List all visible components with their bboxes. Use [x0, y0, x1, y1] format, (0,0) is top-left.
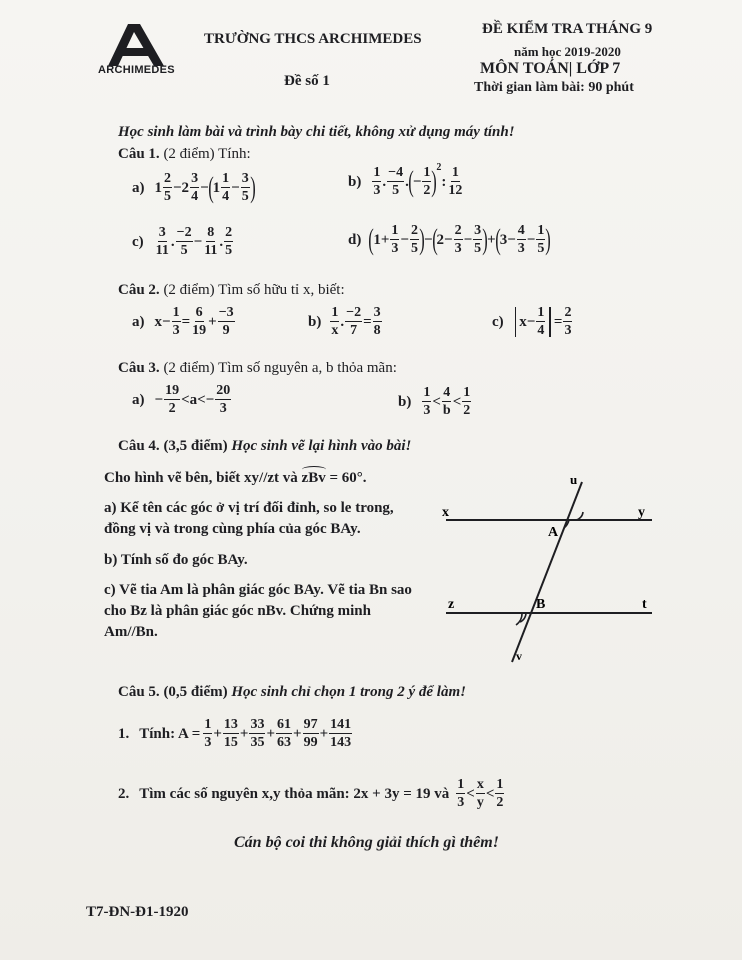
exam-number: Đề số 1 — [284, 73, 330, 89]
q1-part-c: c) 3 11 . −2 5 − 8 11 . 2 5 — [132, 225, 233, 258]
q5-item-2: 2. Tìm các số nguyên x,y thỏa mãn: 2x + 3y = 19 và 1 3 < x y < 1 2 — [118, 777, 504, 810]
q1-label-b: b) — [348, 173, 362, 190]
q2-part-a: a) x− 1 3 = 6 19 + −3 9 — [132, 305, 234, 338]
q3-label-b: b) — [398, 393, 412, 410]
label-v: v — [516, 649, 522, 663]
q5-item2-label: 2. — [118, 785, 130, 802]
angle-mark-a — [576, 512, 583, 520]
question-1-heading — [118, 146, 251, 163]
q4-part-c-line2: cho Bz là phân giác góc nBv. Chứng minh — [104, 603, 371, 619]
q4-geometry-figure — [440, 470, 665, 670]
q1-part-b: b) 1 3 . −4 5 . ( − 1 2 ) 2 : 1 12 — [348, 162, 463, 198]
q3-part-b: b) 1 3 < 4 b < 1 2 — [398, 385, 471, 418]
q4-given-text: Cho hình vẽ bên, biết xy//zt và — [104, 470, 302, 486]
q3-label-a: a) — [132, 391, 145, 408]
school-name: TRƯỜNG THCS ARCHIMEDES — [204, 31, 422, 47]
instruction: Học sinh làm bài và trình bày chi tiết, không xử dụng máy tính! — [118, 124, 515, 140]
duration: Thời gian làm bài: 90 phút — [474, 80, 634, 95]
question-4-heading — [118, 438, 411, 455]
q4-given-angle — [302, 470, 326, 487]
question-2-title: Câu 2. — [118, 282, 160, 298]
question-2-heading — [118, 282, 345, 299]
label-B: B — [536, 597, 546, 612]
q2-part-b: b) 1 x . −2 7 = 3 8 — [308, 305, 381, 338]
q5-item1-label: 1. — [118, 725, 130, 742]
q4-part-c-line3: Am//Bn. — [104, 624, 158, 640]
school-year: năm học 2019-2020 — [514, 44, 621, 59]
q1-label-a: a) — [132, 179, 145, 196]
q1-part-d: d) ( 1+ 1 3 − 2 5 ) − ( 2− 2 3 − 3 5 ) + ( 3− 4 3 − 1 5 ) — [348, 223, 552, 256]
q1-label-c: c) — [132, 233, 144, 250]
question-1-title: Câu 1. — [118, 146, 160, 162]
question-4-title: Câu 4. — [118, 438, 160, 454]
question-5-note: Học sinh chỉ chọn 1 trong 2 ý để làm! — [227, 684, 466, 700]
label-y: y — [638, 505, 645, 520]
logo-text: ARCHIMEDES — [98, 64, 175, 76]
question-5-heading — [118, 684, 466, 701]
q4-part-b: b) Tính số đo góc BAy. — [104, 552, 248, 568]
q4-given — [104, 470, 367, 487]
label-x: x — [442, 505, 449, 520]
q4-part-c-line1: c) Vẽ tia Am là phân giác góc BAy. Vẽ tia Bn sao — [104, 582, 412, 598]
exam-code: T7-ĐN-Đ1-1920 — [86, 904, 189, 920]
label-A: A — [548, 525, 559, 540]
q5-item2-text: Tìm các số nguyên x,y thỏa mãn: 2x + 3y = 19 và — [139, 785, 450, 802]
question-3-heading — [118, 360, 397, 377]
question-5-points: (0,5 điểm) — [159, 684, 228, 700]
label-z: z — [448, 597, 455, 612]
q4-part-a-line1: a) Kể tên các góc ở vị trí đối đỉnh, so le trong, — [104, 500, 394, 516]
q2-label-c: c) — [492, 313, 504, 330]
q4-given-value: = 60°. — [325, 470, 367, 486]
label-u: u — [570, 472, 578, 487]
line-uv — [512, 482, 582, 662]
q4-angle-name: zBv — [301, 470, 326, 486]
label-t: t — [642, 597, 647, 612]
question-4-points: (3,5 điểm) — [159, 438, 228, 454]
q5-item-1: 1. Tính: A = $\frac{1}{3}$ + 13 15 + 33 35 + 61 63 + 97 99 + 141 143 — [118, 717, 352, 750]
question-1-points: (2 điểm) Tính: — [159, 146, 251, 162]
question-4-note: Học sinh vẽ lại hình vào bài! — [227, 438, 412, 454]
question-5-title: Câu 5. — [118, 684, 160, 700]
question-3-points: (2 điểm) Tìm số nguyên a, b thỏa mãn: — [159, 360, 397, 376]
question-3-title: Câu 3. — [118, 360, 160, 376]
q2-part-c: c) x− 1 4 = 2 3 — [492, 305, 572, 338]
angle-mark-b2 — [516, 613, 522, 625]
q2-label-a: a) — [132, 313, 145, 330]
q2-label-b: b) — [308, 313, 322, 330]
footer-note: Cán bộ coi thi không giải thích gì thêm! — [234, 834, 499, 851]
question-2-points: (2 điểm) Tìm số hữu tỉ x, biết: — [159, 282, 345, 298]
q3-part-a: a) − 19 2 <a<− 20 3 — [132, 383, 231, 416]
q4-part-a-line2: đồng vị và trong cùng phía của góc BAy. — [104, 521, 361, 537]
exam-title: ĐỀ KIỂM TRA THÁNG 9 — [482, 21, 653, 37]
subject: MÔN TOÁN| LỚP 7 — [480, 60, 621, 77]
q5-item1-text: Tính: A = — [139, 725, 201, 742]
q1-part-a: a) 1 2 5 −2 3 4 − ( 1 1 4 − 3 5 ) — [132, 171, 256, 204]
q1-label-d: d) — [348, 231, 362, 248]
